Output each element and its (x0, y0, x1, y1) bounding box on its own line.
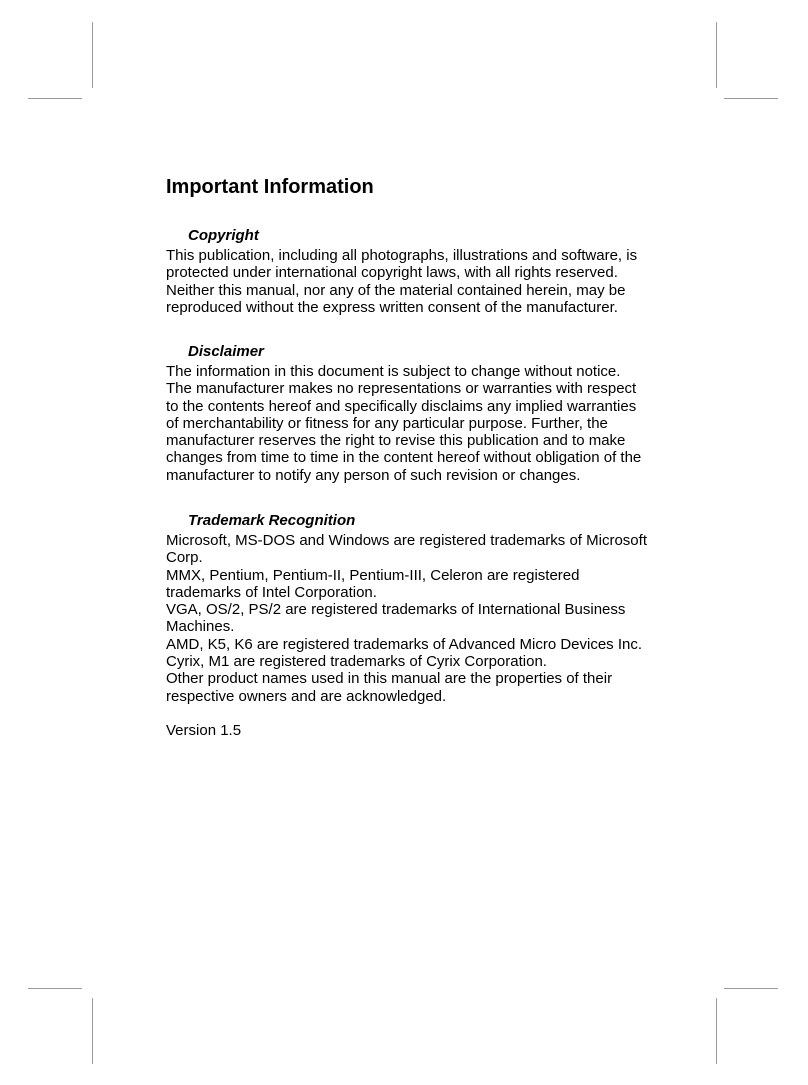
text-line: AMD, K5, K6 are registered trademarks of Advanced Micro Devices Inc. (166, 635, 643, 653)
crop-mark (28, 98, 82, 99)
text-line: of merchantability or fitness for any particular purpose. Further, the (166, 414, 608, 432)
section-body (166, 363, 666, 484)
text-line: respective owners and are acknowledged. (166, 687, 447, 705)
section-heading: Disclaimer (188, 343, 264, 360)
text-line: VGA, OS/2, PS/2 are registered trademarks of International Business (166, 601, 626, 619)
section-body (166, 247, 666, 316)
page-title: Important Information (166, 176, 374, 198)
text-line: changes from time to time in the content hereof without obligation of the (166, 449, 642, 467)
crop-mark (92, 22, 93, 88)
text-line: manufacturer to notify any person of such revision or changes. (166, 466, 581, 484)
text-line: Machines. (166, 618, 235, 636)
text-line: protected under international copyright laws, with all rights reserved. (166, 264, 618, 282)
section-heading: Copyright (188, 227, 259, 244)
text-line: This publication, including all photographs, illustrations and software, is (166, 247, 638, 264)
text-line: reproduced without the express written consent of the manufacturer. (166, 298, 618, 316)
crop-mark (724, 988, 778, 989)
text-line: manufacturer reserves the right to revise this publication and to make (166, 432, 626, 450)
crop-mark (716, 22, 717, 88)
text-line: MMX, Pentium, Pentium-II, Pentium-III, Celeron are registered (166, 566, 580, 584)
section-body (166, 532, 666, 705)
text-line: Other product names used in this manual are the properties of their (166, 670, 613, 688)
text-line: The information in this document is subject to change without notice. (166, 363, 621, 380)
text-line: Neither this manual, nor any of the material contained herein, may be (166, 281, 626, 299)
crop-mark (28, 988, 82, 989)
text-line: Cyrix, M1 are registered trademarks of Cyrix Corporation. (166, 653, 547, 671)
crop-mark (92, 998, 93, 1064)
text-line: to the contents hereof and specifically disclaims any implied warranties (166, 397, 637, 415)
text-line: Corp. (166, 549, 203, 567)
copyright-section (166, 226, 666, 316)
text-line: Microsoft, MS-DOS and Windows are registered trademarks of Microsoft (166, 532, 647, 549)
text-line: The manufacturer makes no representations or warranties with respect (166, 380, 637, 398)
section-heading: Trademark Recognition (188, 512, 356, 529)
trademark-section (166, 511, 666, 705)
version-label: Version 1.5 (166, 722, 242, 739)
text-line: trademarks of Intel Corporation. (166, 583, 377, 601)
crop-mark (724, 98, 778, 99)
crop-mark (716, 998, 717, 1064)
disclaimer-section (166, 342, 666, 484)
